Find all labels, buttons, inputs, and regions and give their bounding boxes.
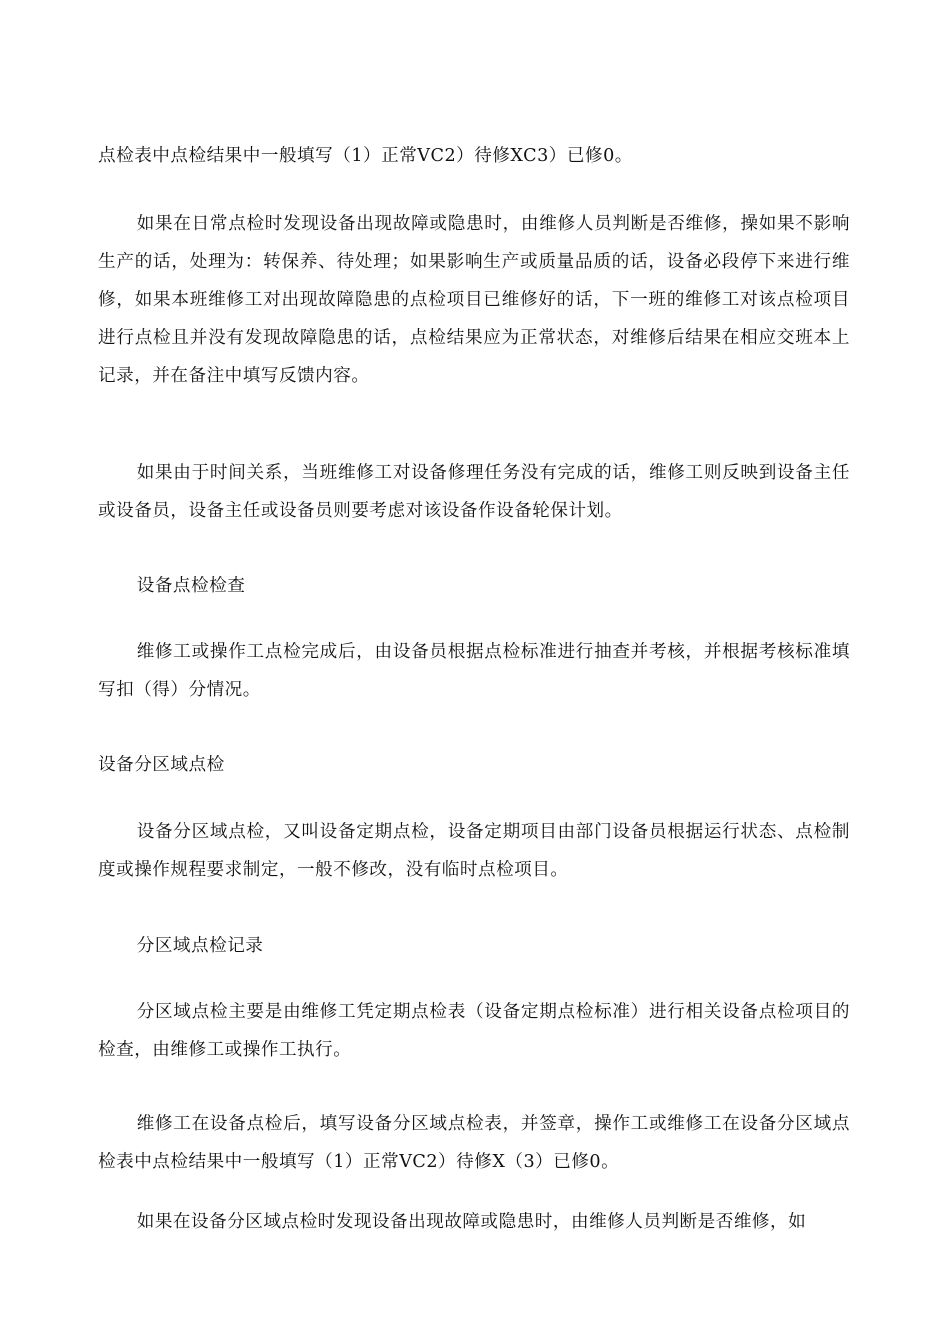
paragraph-zone-inspection-execution: 分区域点检主要是由维修工凭定期点检表（设备定期点检标准）进行相关设备点检项目的检查，由维修工或操作工执行。 [98,1002,850,1060]
paragraph-zone-fault-handling: 如果在设备分区域点检时发现设备出现故障或隐患时，由维修人员判断是否维修，如 [136,1212,807,1232]
heading-zone-inspection: 设备分区域点检 [98,755,225,775]
paragraph-unfinished-repair: 如果由于时间关系，当班维修工对设备修理任务没有完成的话，维修工则反映到设备主任或设备员，设备主任或设备员则要考虑对该设备作设备轮保计划。 [98,463,850,521]
paragraph-daily-fault-handling: 如果在日常点检时发现设备出现故障或隐患时，由维修人员判断是否维修，操如果不影响生产的话，处理为：转保养、待处理；如果影响生产或质量品质的话，设备必段停下来进行维修，如果本班维修工对出现故障隐患的点检项目已维修好的话，下一班的维修工对该点检项目进行点检且并没有发现故障隐患的话，点检结果应为正常状态，对维修后结果在相应交班本上记录，并在备注中填写反馈内容。 [98,214,850,386]
heading-equipment-inspection-check: 设备点检检查 [136,576,246,596]
paragraph-spot-check-assessment: 维修工或操作工点检完成后，由设备员根据点检标准进行抽查并考核，并根据考核标准填写扣（得）分情况。 [98,642,850,700]
paragraph-zone-inspection-definition: 设备分区域点检，又叫设备定期点检，设备定期项目由部门设备员根据运行状态、点检制度或操作规程要求制定，一般不修改，没有临时点检项目。 [98,822,850,880]
paragraph-zone-inspection-form: 维修工在设备点检后，填写设备分区域点检表，并签章，操作工或维修工在设备分区域点检表中点检结果中一般填写（1）正常VC2）待修X（3）已修0。 [98,1114,850,1172]
heading-zone-inspection-record: 分区域点检记录 [136,936,264,956]
paragraph-check-result-codes: 点检表中点检结果中一般填写（1）正常VC2）待修XC3）已修0。 [98,146,633,166]
